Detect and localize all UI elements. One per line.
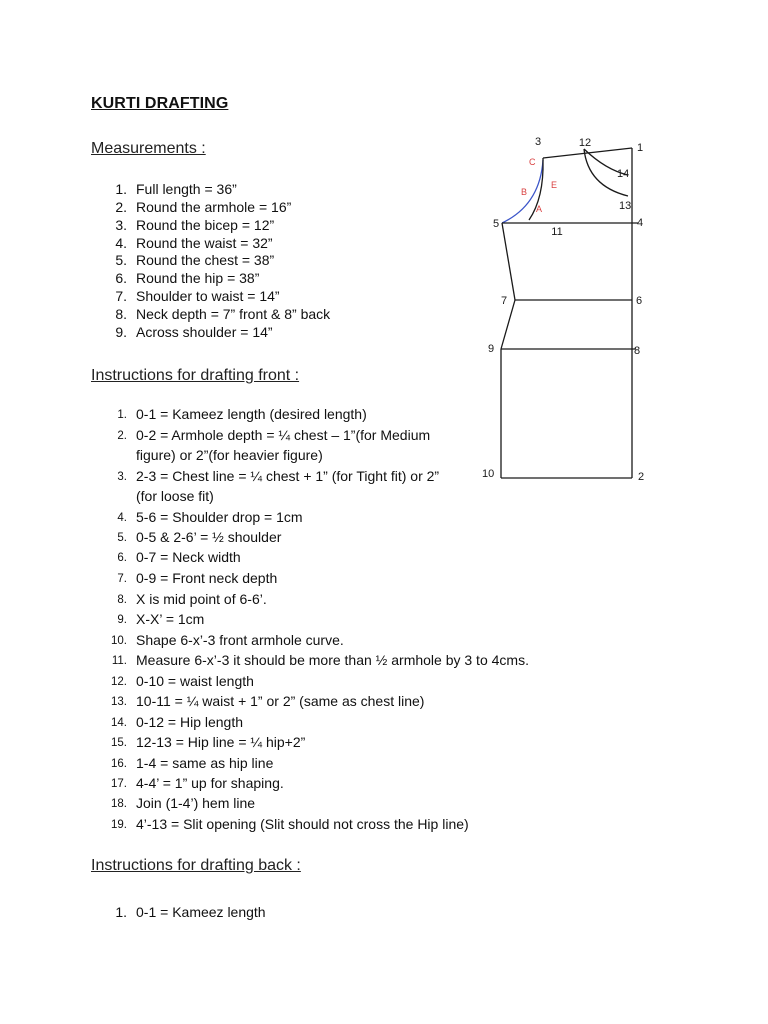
curve-letter-A: A <box>536 204 543 214</box>
list-item: 7. Shoulder to waist = 14” <box>115 288 280 304</box>
list-item: 9. X-X’ = 1cm <box>117 611 205 627</box>
list-item: 17. 4-4’ = 1” up for shaping. <box>111 775 284 791</box>
list-item: 9. Across shoulder = 14” <box>115 324 273 340</box>
list-item: 1. 0-1 = Kameez length <box>115 904 266 920</box>
back-instructions-heading: Instructions for drafting back : <box>91 857 301 874</box>
list-item: 12. 0-10 = waist length <box>111 673 254 689</box>
list-item: 4. Round the waist = 32” <box>115 235 273 251</box>
list-item: 4. 5-6 = Shoulder drop = 1cm <box>117 509 303 525</box>
point-label-3: 3 <box>534 136 542 148</box>
list-item: 5. Round the chest = 38” <box>115 252 275 268</box>
curve-letter-B: B <box>521 187 528 197</box>
list-item: 6. Round the hip = 38” <box>115 270 260 286</box>
point-labels <box>482 136 644 483</box>
point-label-10: 10 <box>482 468 495 480</box>
page-title: KURTI DRAFTING <box>91 95 229 112</box>
list-item: 11. Measure 6-x’-3 it should be more than ½ armhole by 3 to 4cms. <box>111 652 529 668</box>
list-item: 8. Neck depth = 7” front & 8” back <box>115 306 331 322</box>
list-item: 5. 0-5 & 2-6’ = ½ shoulder <box>117 529 282 545</box>
curve-letter-E: E <box>551 180 558 190</box>
side-seam-lower <box>501 300 515 349</box>
point-label-14: 14 <box>617 168 630 180</box>
point-label-11: 11 <box>551 226 563 238</box>
list-item: 2. 0-2 = Armhole depth = ¼ chest – 1”(for Medium figure) or 2”(for heavier figure) <box>117 427 431 463</box>
curve-letter-C: C <box>529 157 536 167</box>
point-label-7: 7 <box>501 295 508 307</box>
list-item: 13. 10-11 = ¼ waist + 1” or 2” (same as chest line) <box>111 693 425 709</box>
list-item: 14. 0-12 = Hip length <box>111 714 244 730</box>
list-item: 3. Round the bicep = 12” <box>115 217 275 233</box>
point-label-6: 6 <box>636 295 643 307</box>
point-label-9: 9 <box>488 343 495 355</box>
list-item: 19. 4’-13 = Slit opening (Slit should not cross the Hip line) <box>111 816 469 832</box>
side-seam-upper <box>502 223 515 300</box>
front-instructions-heading: Instructions for drafting front : <box>91 367 300 384</box>
list-item: 2. Round the armhole = 16” <box>115 199 292 215</box>
point-label-13: 13 <box>619 200 632 212</box>
point-label-4: 4 <box>637 217 644 229</box>
list-item: 7. 0-9 = Front neck depth <box>117 570 278 586</box>
kurti-pattern-diagram <box>476 130 656 490</box>
list-item: 1. 0-1 = Kameez length (desired length) <box>117 406 367 422</box>
list-item: 16. 1-4 = same as hip line <box>111 755 274 771</box>
point-label-8: 8 <box>634 345 641 357</box>
point-label-2: 2 <box>638 471 645 483</box>
list-item: 1. Full length = 36” <box>115 181 237 197</box>
list-item: 15. 12-13 = Hip line = ¼ hip+2” <box>111 734 306 750</box>
pattern-outline <box>501 148 641 478</box>
list-item: 6. 0-7 = Neck width <box>117 549 241 565</box>
list-item: 3. 2-3 = Chest line = ¼ chest + 1” (for Tight fit) or 2” (for loose fit) <box>117 468 440 504</box>
list-item: 8. X is mid point of 6-6’. <box>117 591 267 607</box>
list-item: 10. Shape 6-x’-3 front armhole curve. <box>111 632 344 648</box>
list-item: 18. Join (1-4’) hem line <box>111 795 256 811</box>
measurements-heading: Measurements : <box>91 140 206 157</box>
point-label-5: 5 <box>493 218 500 230</box>
point-label-1: 1 <box>637 142 644 154</box>
point-label-12: 12 <box>578 137 592 149</box>
